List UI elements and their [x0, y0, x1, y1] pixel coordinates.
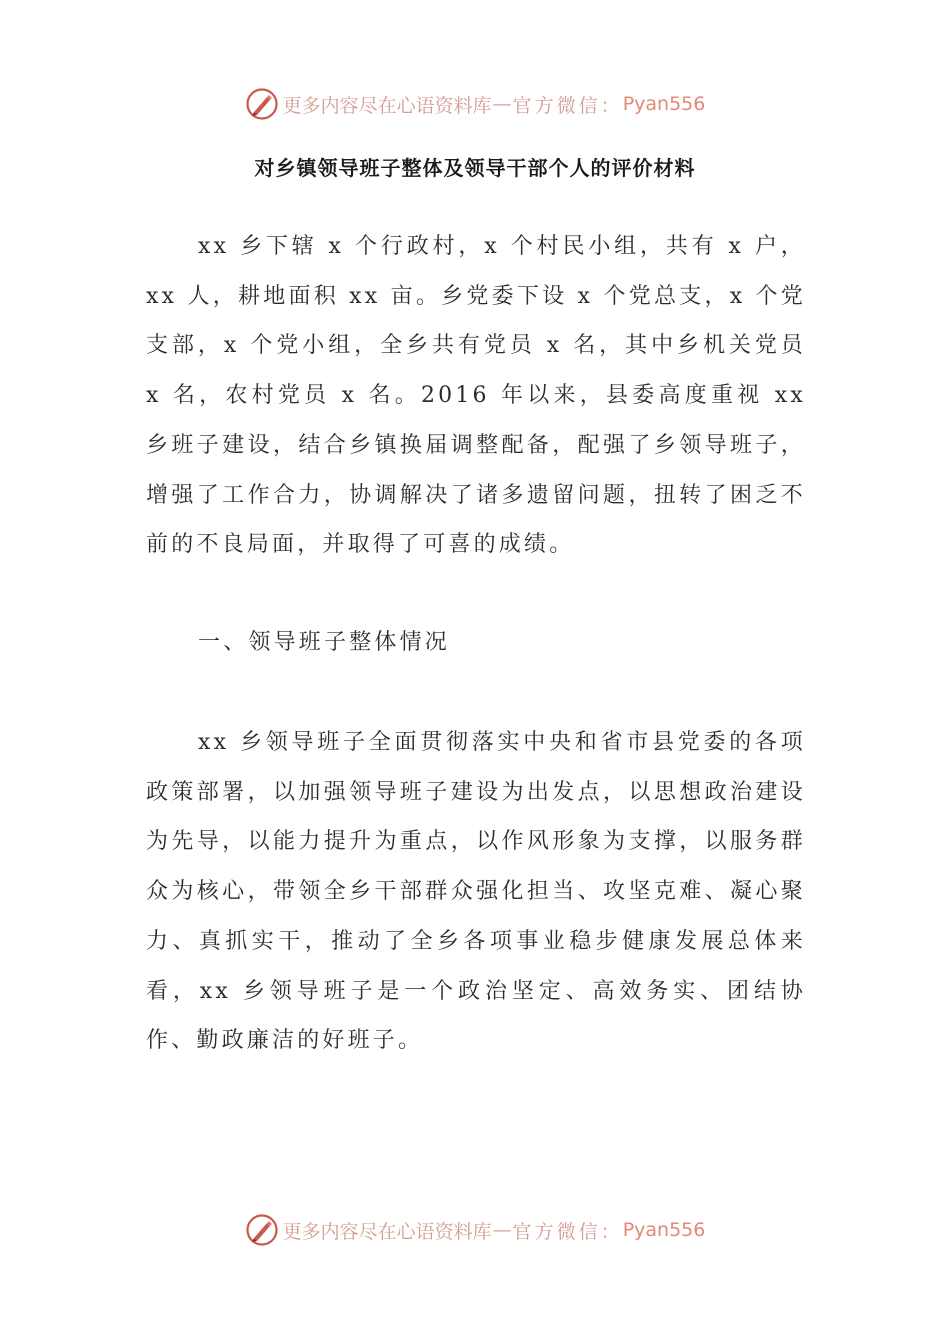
banner-text: 更多内容尽在心语资料库 — [282, 94, 492, 117]
document-title: 对乡镇领导班子整体及领导干部个人的评价材料 — [254, 156, 696, 180]
banner-separator: — — [492, 1219, 512, 1241]
header-banner — [0, 86, 950, 122]
footer-banner — [0, 1212, 950, 1248]
banner-wechat-id: Pyan556 — [622, 93, 706, 115]
banner-text: 更多内容尽在心语资料库 — [282, 1220, 492, 1243]
banner-wechat-label: 官方微信： — [512, 94, 623, 117]
banner-wechat-id: Pyan556 — [622, 1219, 706, 1241]
intro-paragraph: xx 乡下辖 x 个行政村，x 个村民小组，共有 x 户，xx 人，耕地面积 xx 亩。乡党委下设 x 个党总支，x 个党支部，x 个党小组，全乡共有党员 x 名，其中乡机关党员 x 名，农村党员 x 名。2016 年以来，县委高度重视 xx 乡班子建设，结合乡镇换届调整配备，配强了乡领导班子，增强了工作合力，协调解决了诸多遗留问题，扭转了困乏不前的不良局面，并取得了可喜的成绩。 — [146, 234, 806, 558]
section-paragraph: xx 乡领导班子全面贯彻落实中央和省市县党委的各项政策部署，以加强领导班子建设为出发点，以思想政治建设为先导，以能力提升为重点，以作风形象为支撑，以服务群众为核心，带领全乡干部群众强化担当、攻坚克难、凝心聚力、真抓实干，推动了全乡各项事业稳步健康发展总体来看，xx 乡领导班子是一个政治坚定、高效务实、团结协作、勤政廉洁的好班子。 — [146, 730, 806, 1054]
banner-separator: — — [492, 93, 512, 115]
pen-logo-icon — [245, 87, 279, 121]
pen-logo-icon — [245, 1213, 279, 1247]
section-heading: 一、领导班子整体情况 — [198, 630, 451, 655]
banner-wechat-label: 官方微信： — [512, 1220, 623, 1243]
